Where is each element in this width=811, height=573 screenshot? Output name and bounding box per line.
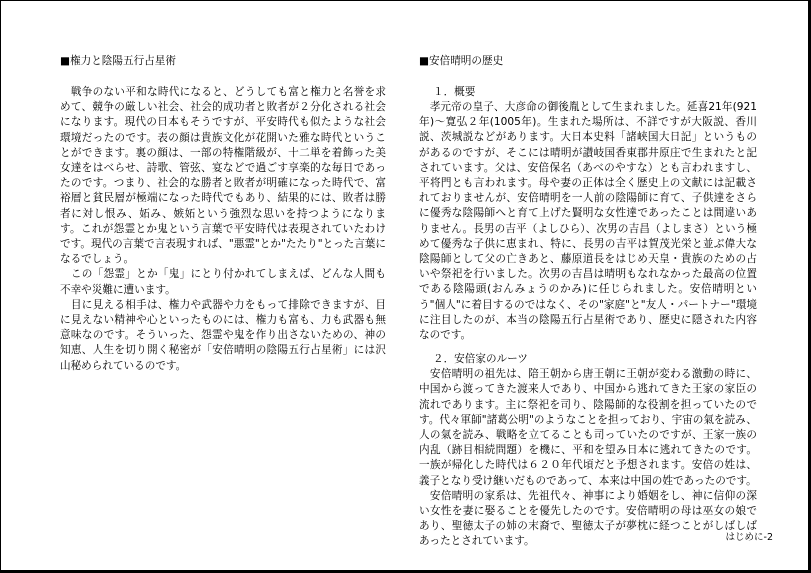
left-paragraph-3: 目に見える相手は、権力や武器や力をもって排除できますが、目に見えない精神や心といったものには、権力も富も、力も武器も無意味なのです。そういった、怨霊や鬼を作り出さないための、神の知恵、人生を切り開く秘密が「安倍晴明の陰陽五行占星術」には沢山秘められているのです。 — [60, 298, 386, 372]
section2-body: 安倍晴明の祖先は、陪王朝から唐王朝に王朝が変わる激動の時に、中国から渡ってきた渡来人であり、中国から逃れてきた王家の家臣の流れであります。主に祭祀を司り、陰陽師的な役割を担っていたのです。代々軍師"諸葛公明"のようなことを担っており、宇宙の氣を読み、人の氣を読み、戦略を立てることも司っていたのですが、王家一族の内乱（跡目相続問題）を機に、平和を望み日本に逃れてきたのです。一族が帰化した時代は６２０年代頃だと予想されます。安倍の姓は、義子となり受け継いだものであって、本来は中国の姓であったのです。 — [419, 368, 757, 487]
left-heading: ■権力と陰陽五行占星術 — [60, 55, 176, 67]
section2-title: ２．安倍家のルーツ — [433, 353, 528, 366]
left-column — [60, 54, 386, 374]
section2-body-2: 安倍晴明の家系は、先祖代々、神事により婚姻をし、神に信仰の深い女性を妻に娶ることを優先したのです。安倍晴明の母は巫女の娘であり、聖徳太子の姉の末裔で、聖徳太子が夢枕に経つことがしばしばあったとされています。 — [419, 489, 757, 548]
right-column — [419, 54, 757, 550]
left-paragraph-2: この「怨霊」とか「鬼」にとり付かれてしまえば、どんな人間も不幸や災難に遭います。 — [60, 268, 386, 296]
page-number: はじめに-2 — [725, 532, 773, 543]
section1-title: １．概要 — [433, 86, 476, 98]
section1-body: 孝元帝の皇子、大彦命の御後胤として生まれました。延喜21年(921年)〜寛弘２年(1005年)。生まれた場所は、不詳ですが大阪説、香川説、茨城説などがあります。大日本史料「諸峡国大日記」というものがあるのですが、そこには晴明が讃岐国香東郡井原庄で生まれたと記されています。父は、安倍保名（あべのやすな）とも言われますし、平将門とも言われます。母や妻の正体は全く歴史上の文献には記載されておりませんが、安倍晴明を一人前の陰陽師に育て、子供達をさらに優秀な陰陽師へと育て上げた賢明な女性達であったことは間違いありません。長男の吉平（よしひら）、次男の吉昌（よしまさ）という極めて優秀な子供に恵まれ、特に、長男の吉平は賀茂光栄と並ぶ偉大な陰陽師として父の亡きあと、藤原道長をはじめ天皇・貴族のための占いや祭祀を行いました。次男の吉昌は晴明もなれなかった最高の位置である陰陽頭(おんみょうのかみ)に任じられました。安倍晴明という"個人"に着目するのではなく、その"家庭"と"友人・パートナー"環境に注目したのが、本当の陰陽五行占星術であり、歴史に隠された内容なのです。 — [419, 101, 757, 342]
left-paragraph-1: 戦争のない平和な時代になると、どうしても富と権力と名誉を求めて、競争の厳しい社会、社会的成功者と敗者が２分化される社会になります。現代の日本もそうですが、平安時代も似たような社会環境だったのです。表の顔は貴族文化が花開いた雅な時代ということができます。裏の顔は、一部の特権階級が、十二単を着飾った美女達をはべらせ、詩歌、管弦、宴などで過ごす享楽的な毎日であったのです。つまり、社会的な勝者と敗者が明確になった時代で、富裕層と貧民層が極端になった時代でもあり、結果的には、敗者は勝者に対し恨み、妬み、嫉妬という強烈な思いを持つようになります。これが怨霊とか鬼という言葉で平安時代は表現されていたわけです。現代の言葉で言表現すれば、"悪霊"とか"たたり"とった言葉になるでしょう。 — [60, 86, 386, 266]
right-heading: ■安倍晴明の歴史 — [419, 55, 504, 67]
section-gap — [419, 343, 757, 352]
